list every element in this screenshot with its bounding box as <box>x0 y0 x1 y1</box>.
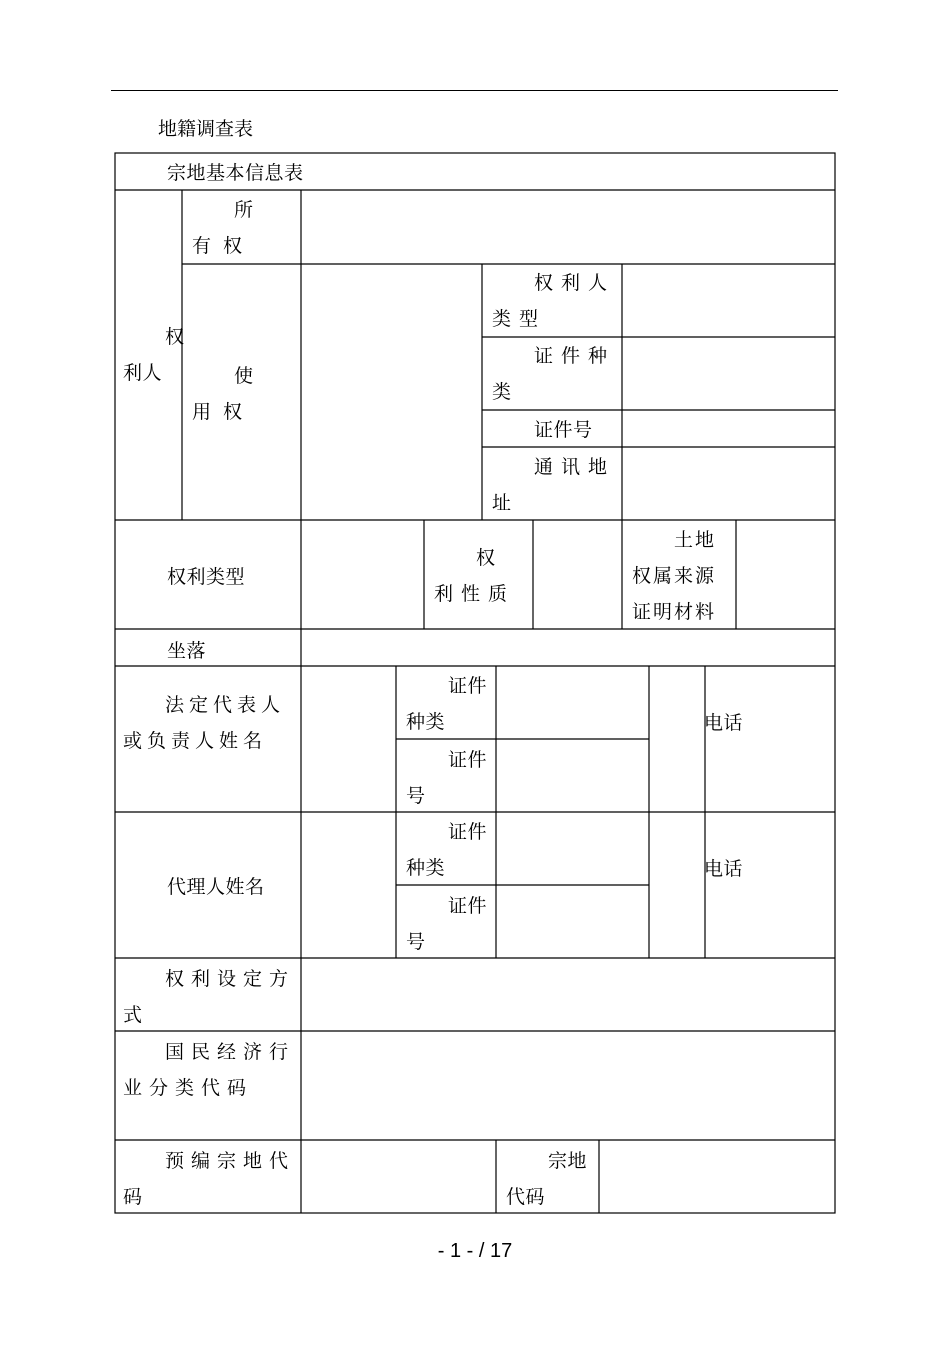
document-title: 地籍调查表 <box>158 118 254 140</box>
zhengjian-zhonglei-label: 证件种类 <box>492 345 616 403</box>
yubian-zongdi-label: 预编宗地代码 <box>123 1150 296 1208</box>
tudi-quanshu-label: 土地权属来源证明材料 <box>632 529 717 623</box>
table-heading: 宗地基本信息表 <box>167 162 304 184</box>
quanli-leixing-label: 权利类型 <box>167 566 246 588</box>
guomin-jingji-label: 国民经济行业分类代码 <box>123 1041 296 1099</box>
fading-daibiaoren-label: 法定代表人或负责人姓名 <box>123 694 286 752</box>
quanliren-leixing-label: 权利人类型 <box>492 272 616 330</box>
agent-zhengjianhao-label: 证件号 <box>406 895 488 953</box>
rep-zhengjian-zhonglei-label: 证件种类 <box>406 675 488 733</box>
agent-zhengjian-zhonglei-label: 证件种类 <box>406 821 488 879</box>
suoyouquan-label: 所有权 <box>192 199 266 257</box>
quanliren-label: 权利人 <box>123 326 185 384</box>
zongdi-daima-label: 宗地代码 <box>506 1150 588 1208</box>
quanli-xingzhi-label: 权利性质 <box>434 547 516 605</box>
rep-dianhua-label: 电话 <box>704 712 744 734</box>
agent-dianhua-label: 电话 <box>704 858 744 880</box>
dailiren-label: 代理人姓名 <box>167 876 265 898</box>
shiyongquan-label: 使用权 <box>192 365 266 423</box>
zuoluo-label: 坐落 <box>167 640 207 662</box>
quanli-sheding-label: 权利设定方式 <box>123 968 296 1026</box>
tongxun-dizhi-label: 通讯地址 <box>492 456 616 514</box>
zhengjianhao-label: 证件号 <box>534 419 593 441</box>
rep-zhengjianhao-label: 证件号 <box>406 749 488 807</box>
page-number: - 1 - / 17 <box>437 1240 513 1262</box>
